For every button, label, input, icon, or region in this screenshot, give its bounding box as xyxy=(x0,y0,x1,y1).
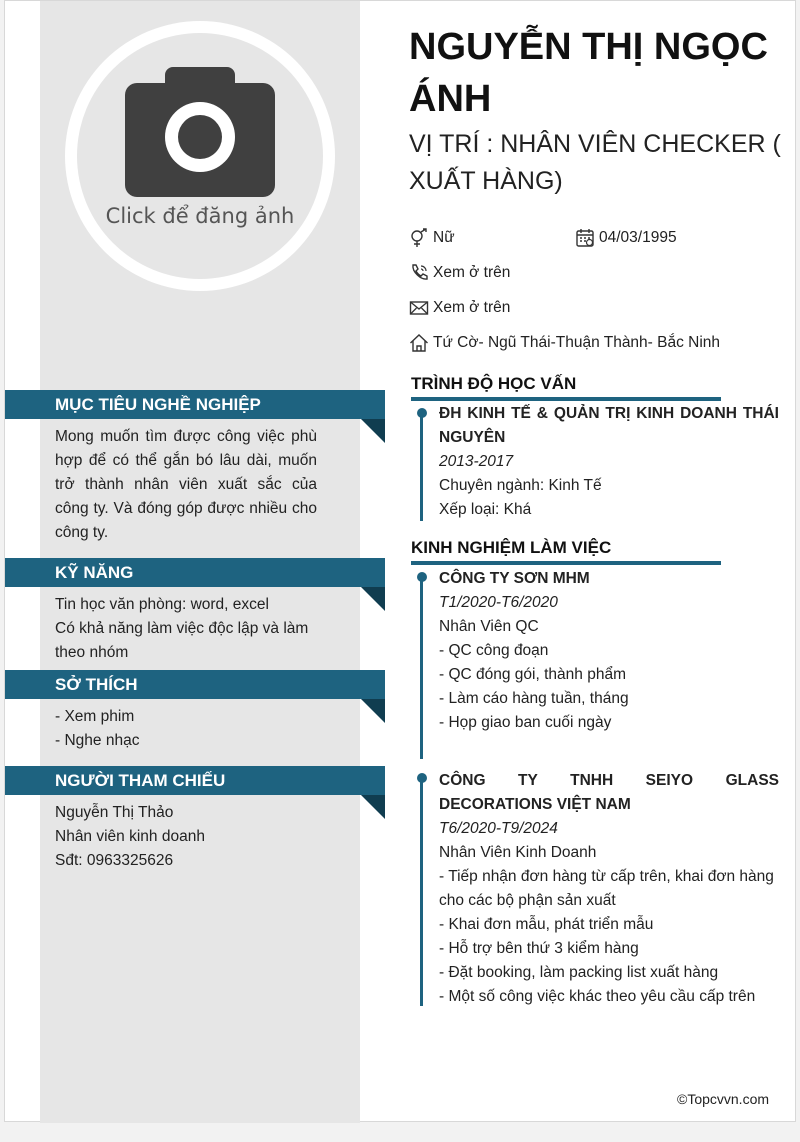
ribbon-fold xyxy=(361,795,385,819)
dob-value: 04/03/1995 xyxy=(599,229,677,246)
job-duty: - QC công đoạn xyxy=(439,642,549,659)
candidate-name: NGUYỄN THỊ NGỌC ÁNH xyxy=(409,26,768,120)
job-period: T6/2020-T9/2024 xyxy=(439,820,558,837)
dob-field xyxy=(575,228,677,248)
cv-page xyxy=(4,0,796,1122)
objective-heading: MỤC TIÊU NGHỀ NGHIỆP xyxy=(5,390,385,419)
avatar-upload-caption[interactable]: Click để đăng ảnh xyxy=(105,204,295,228)
gender-value: Nữ xyxy=(433,229,455,246)
experience-heading: KINH NGHIỆM LÀM VIỆC xyxy=(411,538,721,565)
reference-heading: NGƯỜI THAM CHIẾU xyxy=(5,766,385,795)
job-duty: - Tiếp nhận đơn hàng từ cấp trên, khai đơn hàng cho các bộ phận sản xuất xyxy=(439,868,774,909)
job-duty: - Họp giao ban cuối ngày xyxy=(439,714,612,731)
timeline-line xyxy=(420,411,423,521)
address-field xyxy=(409,333,720,353)
job-duty: - Khai đơn mẫu, phát triển mẫu xyxy=(439,916,654,933)
envelope-icon xyxy=(409,298,429,318)
hobby-item: - Xem phim xyxy=(55,708,135,725)
skills-heading: KỸ NĂNG xyxy=(5,558,385,587)
education-grade: Xếp loại: Khá xyxy=(439,501,532,518)
job-period: T1/2020-T6/2020 xyxy=(439,594,558,611)
education-heading: TRÌNH ĐỘ HỌC VẤN xyxy=(411,374,721,401)
job-entry xyxy=(439,567,779,735)
job-duty: - QC đóng gói, thành phẩm xyxy=(439,666,626,683)
timeline-dot xyxy=(417,572,427,582)
education-entry xyxy=(439,402,779,522)
gender-field xyxy=(409,228,455,248)
reference-name: Nguyễn Thị Thảo xyxy=(55,804,174,821)
job-duty: - Hỗ trợ bên thứ 3 kiểm hàng xyxy=(439,940,639,957)
email-field xyxy=(409,298,510,318)
skills-list xyxy=(55,593,317,665)
gender-icon xyxy=(409,228,429,248)
phone-icon xyxy=(409,263,429,283)
camera-icon[interactable] xyxy=(125,67,275,197)
timeline-line xyxy=(420,575,423,759)
timeline-line xyxy=(420,776,423,1006)
objective-text: Mong muốn tìm được công việc phù hợp để có thể gắn bó lâu dài, muốn trở thành nhân viên xuất sắc của công ty. Và đóng góp được nhiều cho công ty. xyxy=(55,428,317,541)
phone-field xyxy=(409,263,510,283)
copyright: ©Topcvvn.com xyxy=(677,1091,770,1107)
education-period: 2013-2017 xyxy=(439,453,514,470)
phone-value: Xem ở trên xyxy=(433,264,511,281)
school-name: ĐH KINH TẾ & QUẢN TRỊ KINH DOANH THÁI NGUYÊN xyxy=(439,405,779,446)
hobby-item: - Nghe nhạc xyxy=(55,732,140,749)
address-value: Tứ Cờ- Ngũ Thái-Thuận Thành- Bắc Ninh xyxy=(433,334,721,351)
ribbon-fold xyxy=(361,699,385,723)
skill-item: Có khả năng làm việc độc lập và làm theo nhóm xyxy=(55,620,309,661)
home-icon xyxy=(409,333,429,353)
calendar-icon xyxy=(575,228,595,248)
job-entry xyxy=(439,769,779,1009)
job-duty: - Một số công việc khác theo yêu cầu cấp trên xyxy=(439,988,756,1005)
ribbon-fold xyxy=(361,587,385,611)
skill-item: Tin học văn phòng: word, excel xyxy=(55,596,269,613)
education-major: Chuyên ngành: Kinh Tế xyxy=(439,477,602,494)
reference-title: Nhân viên kinh doanh xyxy=(55,828,205,845)
reference-list xyxy=(55,801,317,873)
job-duty: - Làm cáo hàng tuần, tháng xyxy=(439,690,629,707)
job-company: CÔNG TY SƠN MHM xyxy=(439,570,590,587)
hobbies-list xyxy=(55,705,317,753)
ribbon-fold xyxy=(361,419,385,443)
hobbies-heading: SỞ THÍCH xyxy=(5,670,385,699)
job-position: VỊ TRÍ : NHÂN VIÊN CHECKER ( XUẤT HÀNG) xyxy=(409,130,781,195)
timeline-dot xyxy=(417,773,427,783)
timeline-dot xyxy=(417,408,427,418)
email-value: Xem ở trên xyxy=(433,299,511,316)
job-role: Nhân Viên Kinh Doanh xyxy=(439,844,597,861)
job-duty: - Đặt booking, làm packing list xuất hàng xyxy=(439,964,719,981)
reference-phone: Sđt: 0963325626 xyxy=(55,852,174,869)
job-role: Nhân Viên QC xyxy=(439,618,539,635)
job-company: CÔNG TY TNHH SEIYO GLASS DECORATIONS VIỆT NAM xyxy=(439,772,779,813)
